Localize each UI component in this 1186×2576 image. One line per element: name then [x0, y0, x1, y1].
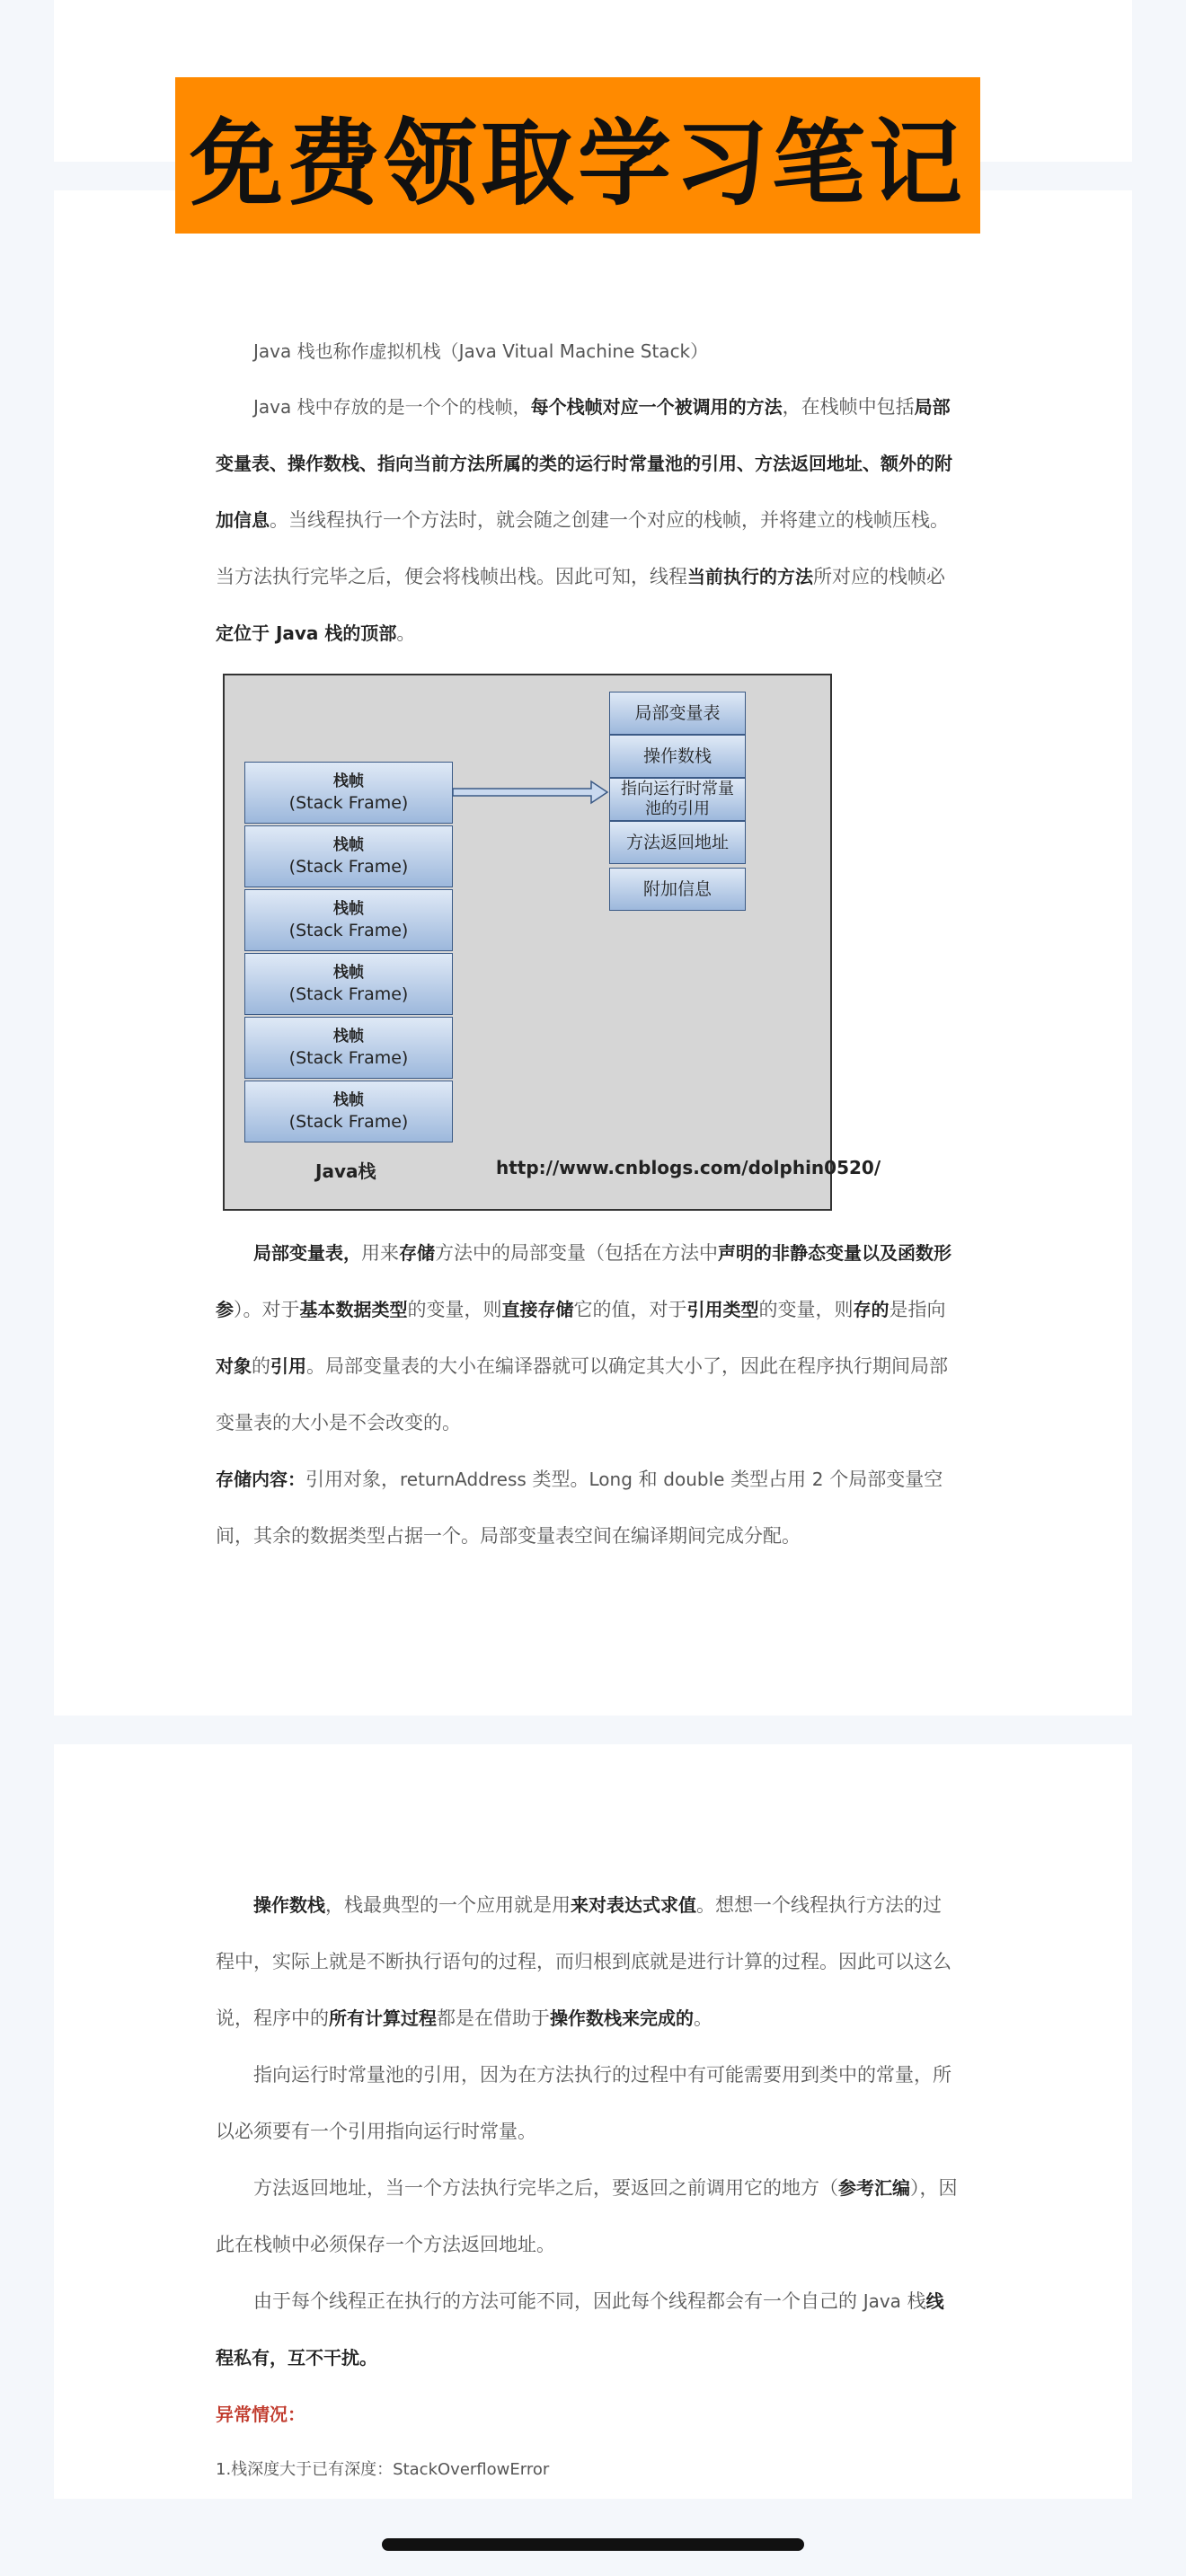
stack-frame-1: 栈帧 (Stack Frame)	[244, 762, 453, 824]
paragraph-java-stack-intro: Java 栈也称作虚拟机栈（Java Vitual Machine Stack）	[253, 340, 709, 362]
paragraph-constant-pool-ref: 指向运行时常量池的引用，因为在方法执行的过程中有可能需要用到类中的常量，所以必须要有一个引用指向运行时常量。	[216, 2064, 951, 2142]
free-notes-banner[interactable]	[175, 77, 980, 234]
paragraph-local-variable-table: 局部变量表，用来存储方法中的局部变量（包括在方法中声明的非静态变量以及函数形参）。对于基本数据类型的变量，则直接存储它的值，对于引用类型的变量，则存的是指向对象的引用。局部变量表的大小在编译器就可以确定其大小了，因此在程序执行期间局部变量表的大小是不会改变的。	[216, 1242, 951, 1434]
java-stack-label: Java栈	[315, 1160, 376, 1182]
banner-text: 免费领取学习笔记	[189, 109, 966, 218]
paragraph-thread-private: 由于每个线程正在执行的方法可能不同，因此每个线程都会有一个自己的 Java 栈线程私有，互不干扰。	[216, 2290, 944, 2369]
paragraph-operand-stack: 操作数栈，栈最典型的一个应用就是用来对表达式求值。想想一个线程执行方法的过程中，实际上就是不断执行语句的过程，而归根到底就是进行计算的过程。因此可以这么说，程序中的所有计算过程都是在借助于操作数栈来完成的。	[216, 1894, 951, 2029]
diagram-source-url: http://www.cnblogs.com/dolphin0520/	[496, 1157, 881, 1178]
exception-heading: 异常情况：	[216, 2404, 305, 2425]
frame-part-extra-info: 附加信息	[609, 868, 746, 911]
paragraph-stack-frame: Java 栈中存放的是一个个的栈帧，每个栈帧对应一个被调用的方法，在栈帧中包括局部变量表、操作数栈、指向当前方法所属的类的运行时常量池的引用、方法返回地址、额外的附加信息。当线程执行一个方法时，就会随之创建一个对应的栈帧，并将建立的栈帧压栈。当方法执行完毕之后，便会将栈帧出栈。因此可知，线程当前执行的方法所对应的栈帧必定位于 Java 栈的顶部。	[216, 396, 952, 644]
frame-arrow-icon	[440, 774, 620, 810]
stack-frame-6: 栈帧 (Stack Frame)	[244, 1081, 453, 1142]
stack-frame-3: 栈帧 (Stack Frame)	[244, 889, 453, 951]
stack-frame-4: 栈帧 (Stack Frame)	[244, 953, 453, 1015]
frame-part-operand-stack: 操作数栈	[609, 735, 746, 778]
paragraph-storage-content: 存储内容：引用对象，returnAddress 类型。Long 和 double 类型占用 2 个局部变量空间，其余的数据类型占据一个。局部变量表空间在编译期间完成分配。	[216, 1469, 943, 1547]
frame-part-constant-pool-ref: 指向运行时常量池的引用	[609, 778, 746, 821]
exception-item-stackoverflow: 1.栈深度大于已有深度：StackOverflowError	[216, 2460, 550, 2479]
stack-frame-2: 栈帧 (Stack Frame)	[244, 825, 453, 887]
stack-frame-5: 栈帧 (Stack Frame)	[244, 1017, 453, 1079]
home-indicator[interactable]	[382, 2538, 804, 2551]
java-stack-diagram	[223, 674, 881, 1211]
paragraph-return-address: 方法返回地址，当一个方法执行完毕之后，要返回之前调用它的地方（参考汇编），因此在栈帧中必须保存一个方法返回地址。	[216, 2177, 958, 2255]
frame-part-local-variables: 局部变量表	[609, 692, 746, 735]
frame-part-return-address: 方法返回地址	[609, 821, 746, 864]
